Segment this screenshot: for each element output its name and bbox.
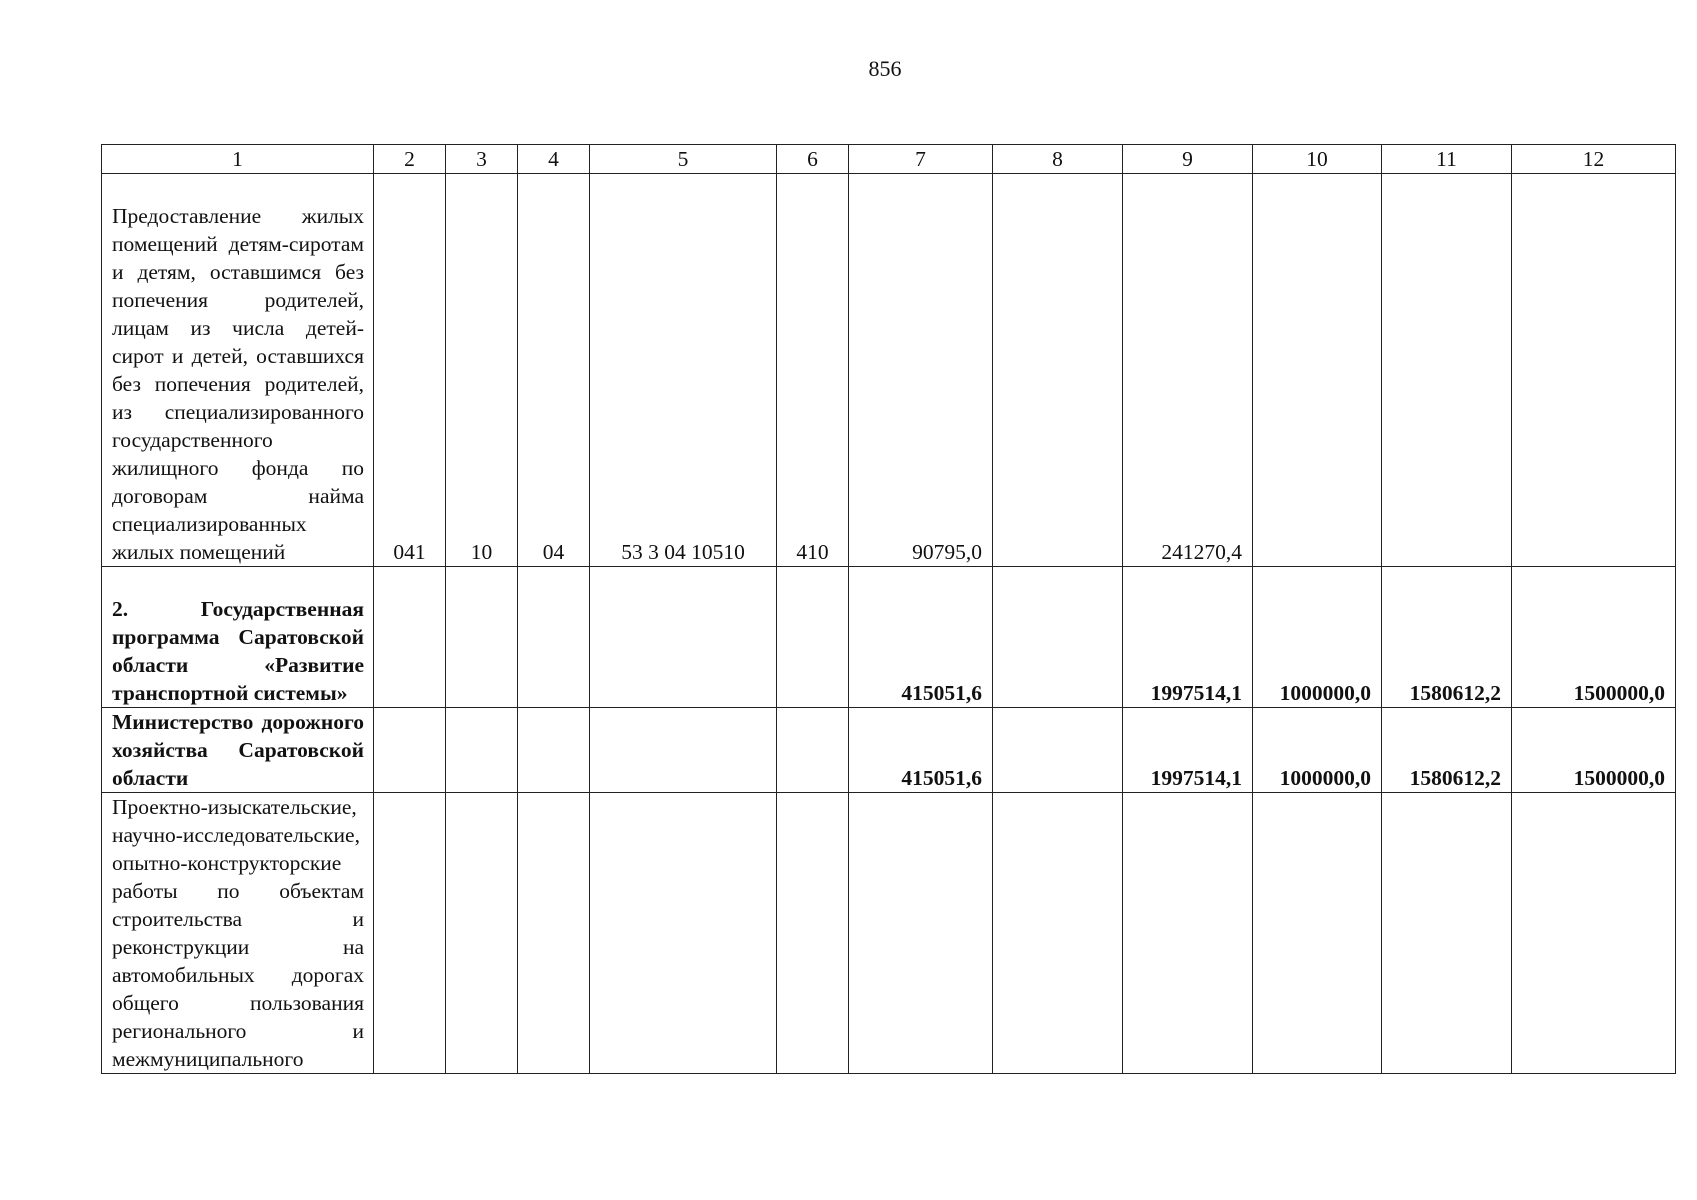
ministry-code-cell: [374, 793, 446, 1074]
column-header: 8: [993, 145, 1123, 174]
target-article-cell: [590, 708, 777, 793]
amount-cell: 1997514,1: [1123, 567, 1253, 708]
amount-cell: [1512, 793, 1676, 1074]
amount-cell: [849, 793, 993, 1074]
amount-cell: [1253, 793, 1382, 1074]
amount-cell: [1382, 793, 1512, 1074]
column-header: 12: [1512, 145, 1676, 174]
amount-cell: 1500000,0: [1512, 567, 1676, 708]
amount-cell: [1253, 174, 1382, 567]
column-header: 3: [446, 145, 518, 174]
row-description: 2. Государственная программа Саратовской области «Развитие транспортной системы»: [102, 567, 374, 708]
target-article-cell: [590, 793, 777, 1074]
column-header: 5: [590, 145, 777, 174]
amount-cell: [993, 567, 1123, 708]
ministry-code-cell: [374, 567, 446, 708]
amount-cell: 241270,4: [1123, 174, 1253, 567]
column-header: 11: [1382, 145, 1512, 174]
subsection-code-cell: [518, 567, 590, 708]
header-row: [102, 145, 1676, 174]
row-description: Министерство дорожного хозяйства Саратовской области: [102, 708, 374, 793]
column-header: 9: [1123, 145, 1253, 174]
amount-cell: [993, 793, 1123, 1074]
section-code-cell: 10: [446, 174, 518, 567]
table-row: [102, 793, 1676, 1074]
amount-cell: 415051,6: [849, 567, 993, 708]
amount-cell: 1580612,2: [1382, 567, 1512, 708]
amount-cell: [993, 174, 1123, 567]
table-row: [102, 708, 1676, 793]
ministry-code-cell: [374, 708, 446, 793]
target-article-cell: 53 3 04 10510: [590, 174, 777, 567]
section-code-cell: [446, 793, 518, 1074]
expense-type-cell: [777, 708, 849, 793]
expense-type-cell: 410: [777, 174, 849, 567]
column-header: 10: [1253, 145, 1382, 174]
amount-cell: [1123, 793, 1253, 1074]
amount-cell: 1000000,0: [1253, 708, 1382, 793]
page-number: 856: [868, 56, 902, 81]
ministry-code-cell: 041: [374, 174, 446, 567]
amount-cell: [1382, 174, 1512, 567]
amount-cell: [993, 708, 1123, 793]
column-header: 2: [374, 145, 446, 174]
expense-type-cell: [777, 793, 849, 1074]
budget-table: [101, 144, 1676, 1074]
column-header: 1: [102, 145, 374, 174]
amount-cell: 90795,0: [849, 174, 993, 567]
amount-cell: [1512, 174, 1676, 567]
amount-cell: 1580612,2: [1382, 708, 1512, 793]
table-row: [102, 567, 1676, 708]
amount-cell: 415051,6: [849, 708, 993, 793]
section-code-cell: [446, 708, 518, 793]
amount-cell: 1000000,0: [1253, 567, 1382, 708]
subsection-code-cell: 04: [518, 174, 590, 567]
column-header: 4: [518, 145, 590, 174]
table-row: [102, 174, 1676, 567]
row-description: Проектно-изыскательские, научно-исследовательские, опытно-конструкторские работы по объектам строительства и реконструкции на автомобильных дорогах общего пользования регионального и межмуниципального: [102, 793, 374, 1074]
target-article-cell: [590, 567, 777, 708]
section-code-cell: [446, 567, 518, 708]
amount-cell: 1500000,0: [1512, 708, 1676, 793]
expense-type-cell: [777, 567, 849, 708]
column-header: 7: [849, 145, 993, 174]
column-header: 6: [777, 145, 849, 174]
amount-cell: 1997514,1: [1123, 708, 1253, 793]
row-description: Предоставление жилых помещений детям-сиротам и детям, оставшимся без попечения родителей, лицам из числа детей-сирот и детей, оставшихся без попечения родителей, из специализированного государственного жилищного фонда по договорам найма специализированных жилых помещений: [102, 174, 374, 567]
subsection-code-cell: [518, 793, 590, 1074]
subsection-code-cell: [518, 708, 590, 793]
